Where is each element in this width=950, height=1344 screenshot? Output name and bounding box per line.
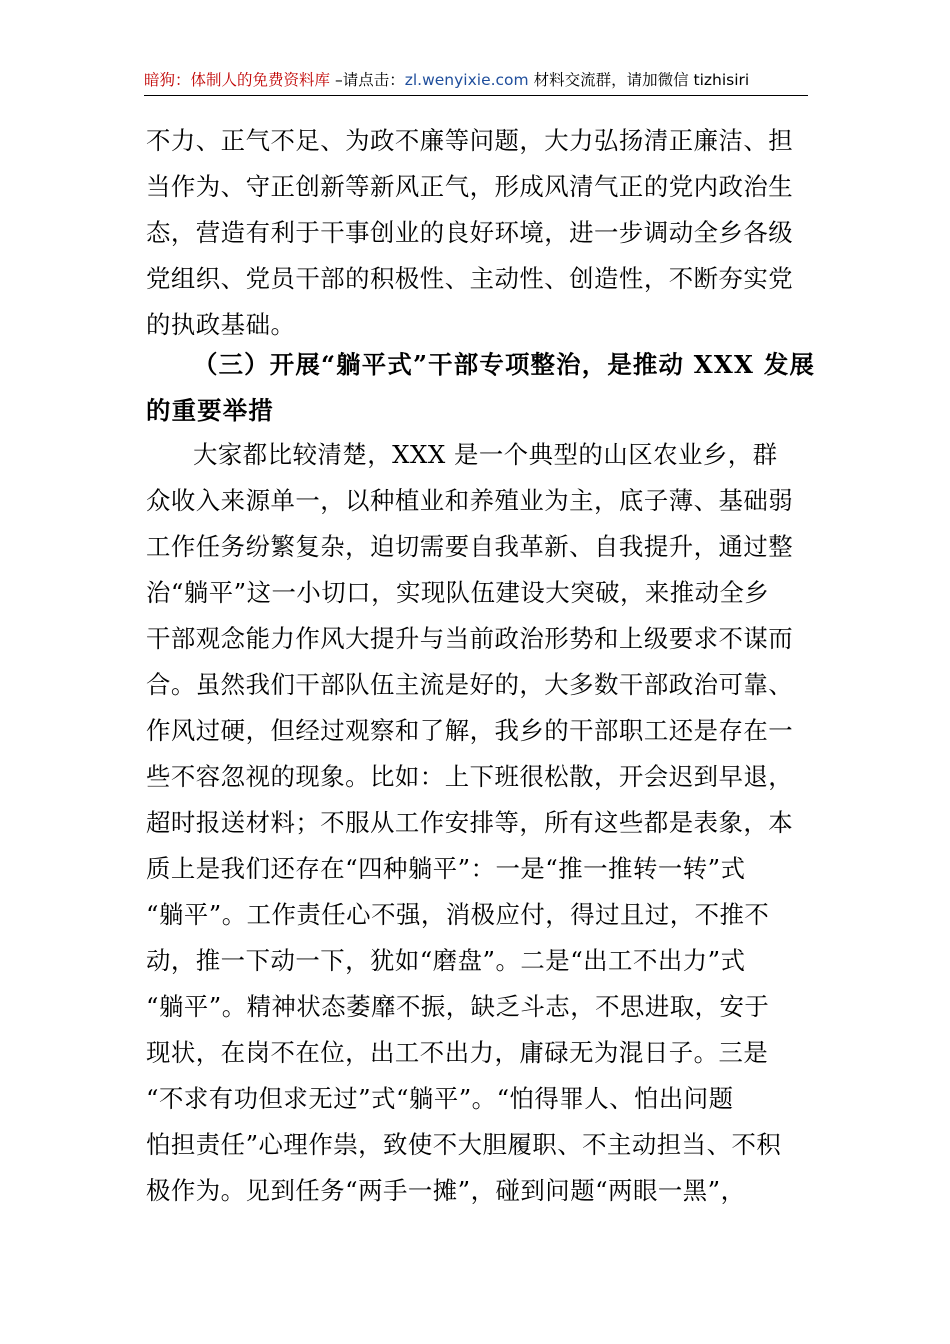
group-info: 材料交流群，请加微信 tizhisiri: [528, 71, 750, 89]
text-line: 的执政基础。: [146, 310, 296, 339]
site-name: 暗狗：体制人的免费资料库: [144, 71, 331, 89]
paragraph-line: 现状，在岗不在位，出工不出力，庸碌无为混日子。三是: [146, 1038, 769, 1067]
paragraph-line: 干部观念能力作风大提升与当前政治形势和上级要求不谋而: [146, 624, 794, 653]
section-heading: （三）开展“躺平式”干部专项整治，是推动 XXX 发展: [193, 350, 816, 379]
paragraph-line: “不求有功但求无过”式“躺平”。“怕得罪人、怕出问题: [146, 1084, 734, 1113]
text-line: 态，营造有利于干事创业的良好环境，进一步调动全乡各级: [146, 218, 794, 247]
paragraph-line: “躺平”。精神状态萎靡不振，缺乏斗志，不思进取，安于: [146, 992, 770, 1021]
paragraph-line: 超时报送材料；不服从工作安排等，所有这些都是表象，本: [146, 808, 794, 837]
section-heading-cont: 的重要举措: [146, 396, 274, 425]
click-prompt: –请点击：: [330, 71, 405, 89]
paragraph-line: 怕担责任”心理作祟，致使不大胆履职、不主动担当、不积: [146, 1130, 782, 1159]
paragraph-line: 些不容忽视的现象。比如：上下班很松散，开会迟到早退，: [146, 762, 794, 791]
text-line: 不力、正气不足、为政不廉等问题，大力弘扬清正廉洁、担: [146, 126, 794, 155]
header-divider: [144, 95, 808, 96]
paragraph-line: 众收入来源单一，以种植业和养殖业为主，底子薄、基础弱: [146, 486, 794, 515]
paragraph-line: 合。虽然我们干部队伍主流是好的，大多数干部政治可靠、: [146, 670, 794, 699]
paragraph-line: “躺平”。工作责任心不强，消极应付，得过且过，不推不: [146, 900, 770, 929]
paragraph-line: 质上是我们还存在“四种躺平”：一是“推一推转一转”式: [146, 854, 746, 883]
text-line: 党组织、党员干部的积极性、主动性、创造性，不断夯实党: [146, 264, 794, 293]
paragraph-line: 治“躺平”这一小切口，实现队伍建设大突破，来推动全乡: [146, 578, 770, 607]
text-line: 当作为、守正创新等新风正气，形成风清气正的党内政治生: [146, 172, 794, 201]
paragraph-line: 大家都比较清楚，XXX 是一个典型的山区农业乡，群: [193, 440, 778, 469]
site-url-link[interactable]: zl.wenyixie.com: [404, 71, 529, 89]
page-header: [144, 66, 808, 94]
paragraph-line: 作风过硬，但经过观察和了解，我乡的干部职工还是存在一: [146, 716, 794, 745]
paragraph-line: 工作任务纷繁复杂，迫切需要自我革新、自我提升，通过整: [146, 532, 794, 561]
paragraph-line: 动，推一下动一下，犹如“磨盘”。二是“出工不出力”式: [146, 946, 746, 975]
paragraph-line: 极作为。见到任务“两手一摊”，碰到问题“两眼一黑”，: [146, 1176, 746, 1205]
